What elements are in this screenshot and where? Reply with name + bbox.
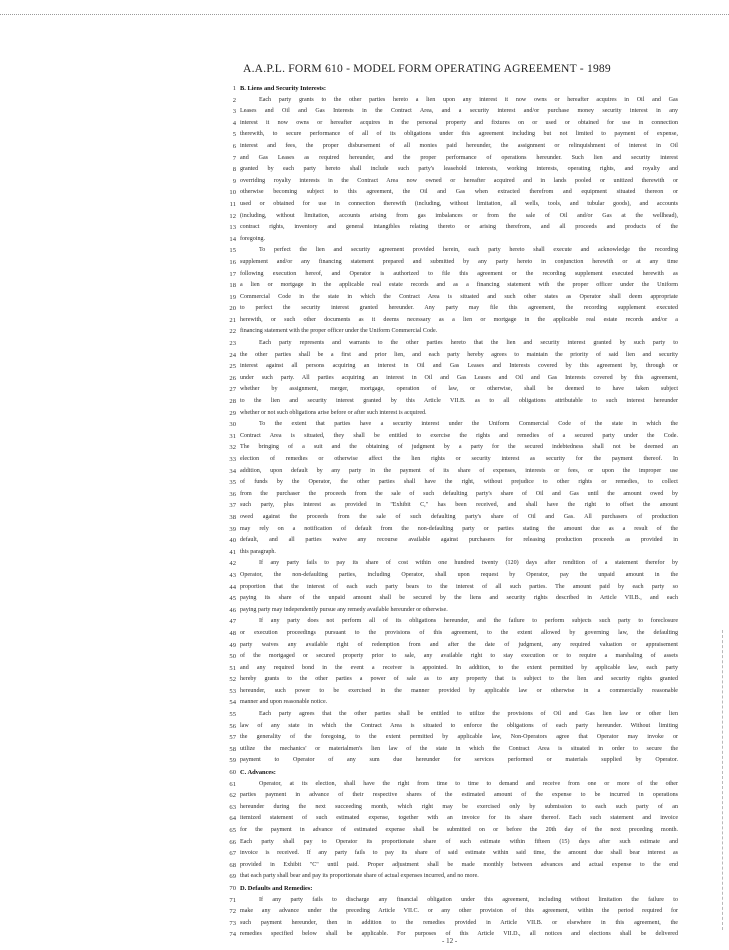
line-number: 40 <box>229 537 236 545</box>
line-number: 61 <box>229 780 236 788</box>
line-number: 28 <box>229 398 236 406</box>
line-text: If any party fails to pay its share of cost within one hundred twenty (120) days after rendition of a statement therefor by <box>259 560 678 567</box>
document-line <box>222 547 678 559</box>
line-text: invoice is received. If any party fails to pay its share of said estimate within said time, the amount due shall bear interest as <box>240 850 678 857</box>
line-text: that each party shall bear and pay its proportionate share of actual expenses incurred, and no more. <box>240 873 479 880</box>
document-line <box>222 95 678 107</box>
line-text: law of any state in which the Contract Area is situated to enforce the obligations of each party hereunder. Without limiting <box>240 722 678 729</box>
document-line <box>222 326 678 338</box>
document-line <box>222 512 678 524</box>
line-number: 36 <box>229 490 236 498</box>
document-line <box>222 848 678 860</box>
line-text: to the lien and security interest granted by this Article VII.B. as to all obligations attributable to such interest hereunder <box>240 398 678 405</box>
document-line <box>222 802 678 814</box>
line-text: the generality of the foregoing, to the extent permitted by applicable law, Non-Operators agree that Operator may invoke or <box>240 734 678 741</box>
document-line <box>222 918 678 930</box>
line-number: 19 <box>229 293 236 301</box>
document-line <box>222 315 678 327</box>
line-text: hereunder during the next succeeding month, which right may be exercised only by submission to each such party of an <box>240 803 678 810</box>
line-number: 31 <box>229 432 236 440</box>
line-text: To perfect the lien and security agreement provided herein, each party hereto shall execute and acknowledge the recording <box>259 247 678 254</box>
document-line <box>222 813 678 825</box>
document-line <box>222 570 678 582</box>
document-line <box>222 732 678 744</box>
line-number: 21 <box>229 316 236 324</box>
line-number: 34 <box>229 467 236 475</box>
line-number: 65 <box>229 827 236 834</box>
line-number: 54 <box>229 699 236 707</box>
line-number: 20 <box>229 305 236 313</box>
line-text: interest and fees, the proper disbursement of all monies paid hereunder, the assignment or relinquishment of interest in Oil <box>240 142 678 149</box>
document-line <box>222 755 678 767</box>
line-text: Commercial Code in the state in which the Contract Area is situated and such other states as Operator shall deem appropriate <box>240 293 678 300</box>
line-number: 74 <box>229 931 236 939</box>
document-line <box>222 697 678 709</box>
line-text: granted by each party hereto shall include such party's leasehold interests, working interests, operating rights, and royalty and <box>240 166 678 173</box>
line-text: manner and upon reasonable notice. <box>240 699 328 706</box>
line-number: 46 <box>229 606 236 614</box>
section-heading: D. Defaults and Remedies: <box>240 884 313 892</box>
line-text: or execution proceedings pursuant to the provisions of this agreement, to the extent allowed by governing law, the defaulting <box>240 629 678 636</box>
line-number: 30 <box>229 421 236 429</box>
line-text: following execution hereof, and Operator is authorized to file this agreement or the recording supplement executed herewith as <box>240 270 678 277</box>
line-text: Each party represents and warrants to the other parties hereto that the lien and security interest granted by such party to <box>259 340 678 347</box>
line-number: 63 <box>229 803 236 811</box>
line-number: 37 <box>229 502 236 510</box>
document-line <box>222 222 678 234</box>
document-line <box>222 361 678 373</box>
line-text: If any party fails to discharge any financial obligation under this agreement, including without limitation the failure to <box>259 896 678 903</box>
line-number: 11 <box>229 200 236 208</box>
line-number: 32 <box>229 444 236 452</box>
line-text: therewith, to secure performance of all of its obligations under this agreement including but not limited to payment of expense, <box>240 131 678 138</box>
line-text: (including, without limitation, accounts arising from gas imbalances or from the sale of Oil and/or Gas at the wellhead), <box>240 212 678 219</box>
line-text: from the purchaser the proceeds from the sale of such defaulting party's share of Oil and Gas until the amount owed by <box>240 490 678 497</box>
document-line <box>222 245 678 257</box>
line-number: 60 <box>229 769 236 777</box>
line-number: 67 <box>229 850 236 858</box>
line-text: Each party shall pay to Operator its proportionate share of such estimate within fifteen (15) days after such estimate and <box>240 838 678 845</box>
line-text: election of remedies or otherwise affect the lien rights or security interest as security for the payment thereof. In <box>240 456 678 462</box>
line-text: foregoing. <box>240 235 266 242</box>
line-number: 44 <box>229 583 236 591</box>
document-line <box>222 83 678 95</box>
document-line <box>222 106 678 118</box>
line-number: 48 <box>229 629 236 637</box>
document-line <box>222 280 678 292</box>
line-number: 10 <box>229 189 236 197</box>
document-line <box>222 628 678 640</box>
line-text: Contract Area is situated, they shall be entitled to exercise the rights and remedies of a secured party under the Code. <box>240 432 678 439</box>
line-number: 4 <box>232 119 236 127</box>
line-text: Operator, the non-defaulting parties, including Operator, shall upon request by Operator, pay the unpaid amount in the <box>240 571 678 578</box>
document-line <box>222 906 678 918</box>
document-line <box>222 234 678 246</box>
document-line <box>222 744 678 756</box>
document-line <box>222 292 678 304</box>
line-number: 2 <box>232 96 236 104</box>
page-title: A.A.P.L. FORM 610 - MODEL FORM OPERATING AGREEMENT - 1989 <box>243 62 611 75</box>
line-text: contract rights, inventory and general intangibles relating thereto or arising therefrom, and all proceeds and products of the <box>240 224 678 231</box>
document-line <box>222 303 678 315</box>
line-text: of funds by the Operator, the other parties shall have the right, without prejudice to other rights or remedies, to collect <box>240 479 678 486</box>
line-number: 53 <box>229 687 236 695</box>
line-number: 57 <box>229 734 236 742</box>
section-heading: B. Liens and Security Interests: <box>240 85 326 92</box>
document-body <box>222 83 678 941</box>
document-line <box>222 767 678 779</box>
line-text: whether by assignment, merger, mortgage, operation of law, or otherwise, shall be deemed to have taken subject <box>240 386 678 393</box>
document-line <box>222 779 678 791</box>
line-number: 7 <box>232 154 236 162</box>
line-text: paying party may independently pursue any remedy available hereunder or otherwise. <box>240 606 448 613</box>
line-number: 15 <box>229 247 236 255</box>
document-line <box>222 477 678 489</box>
line-number: 16 <box>229 258 236 266</box>
line-text: owed against the proceeds from the sale of such defaulting party's share of Oil and Gas. All purchasers of production <box>240 513 678 520</box>
document-line <box>222 129 678 141</box>
line-text: remedies specified below shall be applicable. For purposes of this Article VII.D., all notices and elections shall be delivered <box>240 931 678 938</box>
line-number: 71 <box>229 896 236 904</box>
line-text: the other parties shall be a first and prior lien, and each party hereby agrees to maintain the priority of said lien and security <box>240 351 678 358</box>
line-text: supplement and/or any financing statement prepared and submitted by any party hereto in conjunction herewith or at any time <box>240 258 678 265</box>
document-line <box>222 211 678 223</box>
document-line <box>222 164 678 176</box>
document-line <box>222 500 678 512</box>
line-number: 14 <box>229 235 236 243</box>
document-line <box>222 350 678 362</box>
line-number: 59 <box>229 757 236 765</box>
document-line <box>222 895 678 907</box>
page-number: - 12 - <box>442 937 458 945</box>
line-number: 72 <box>229 908 236 916</box>
document-line <box>222 199 678 211</box>
line-number: 64 <box>229 815 236 823</box>
document-line <box>222 466 678 478</box>
line-number: 70 <box>229 884 236 892</box>
line-text: Each party agrees that the other parties shall be entitled to utilize the provisions of Oil and Gas lien law or other lien <box>259 711 678 718</box>
line-text: such payment hereunder, then in addition to the remedies provided in Article VII.B. or elsewhere in this agreement, the <box>240 919 678 926</box>
document-line <box>222 871 678 883</box>
line-text: party waives any available right of redemption from and after the date of judgment, any required valuation or appraisement <box>240 641 678 648</box>
line-number: 56 <box>229 722 236 730</box>
line-text: of the mortgaged or secured property prior to sale, any available right to stay execution or to require a marshaling of assets <box>240 653 678 660</box>
line-text: may rely on a notification of default from the non-defaulting party or parties stating the amount due as a result of the <box>240 525 678 532</box>
line-number: 51 <box>229 664 236 672</box>
line-text: Each party grants to the other parties hereto a lien upon any interest it now owns or hereafter acquires in Oil and Gas <box>259 96 678 103</box>
line-text: provided in Exhibit "C" until paid. Proper adjustment shall be made monthly between advances and actual expense to the end <box>240 861 678 868</box>
line-number: 24 <box>229 351 236 359</box>
line-text: proportion that the interest of each such party bears to the interest of all such parties. The amount paid by each party so <box>240 583 678 590</box>
line-number: 58 <box>229 745 236 753</box>
line-number: 33 <box>229 456 236 463</box>
document-line <box>222 118 678 130</box>
line-text: a lien or mortgage in the applicable real estate records and as a financing statement with the proper officer under the Uniform <box>240 282 678 289</box>
line-text: under such party. All parties acquiring an interest in Oil and Gas Leases and Oil and Gas Interests covered by this agreement, <box>240 374 678 381</box>
document-line <box>222 825 678 837</box>
document-line <box>222 153 678 165</box>
document-line <box>222 431 678 443</box>
line-number: 42 <box>229 560 236 568</box>
document-line <box>222 489 678 501</box>
document-line <box>222 176 678 188</box>
document-line <box>222 408 678 420</box>
document-line <box>222 396 678 408</box>
line-number: 6 <box>232 142 236 150</box>
line-number: 43 <box>229 571 236 579</box>
document-line <box>222 605 678 617</box>
line-text: overriding royalty interests in the Contract Area now owned or hereafter acquired and in lands pooled or unitized therewith or <box>240 177 678 184</box>
line-number: 13 <box>229 224 236 232</box>
document-line <box>222 790 678 802</box>
scan-edge-top <box>0 14 729 15</box>
line-text: whether or not such obligations arise before or after such interest is acquired. <box>240 409 427 416</box>
document-line <box>222 454 678 466</box>
line-text: To the extent that parties have a security interest under the Uniform Commercial Code of the state in which the <box>259 421 678 428</box>
line-number: 52 <box>229 676 236 684</box>
document-line <box>222 640 678 652</box>
line-number: 3 <box>232 108 236 116</box>
line-text: make any advance under the preceding Article VII.C. or any other provision of this agreement, within the period required for <box>240 908 678 915</box>
line-text: used or obtained for use in connection therewith (including, without limitation, all wells, tools, and tubular goods), and accounts <box>240 200 678 207</box>
line-text: and Gas Leases as required hereunder, and the proper performance of operations hereunder. Such lien and security interest <box>240 154 678 161</box>
line-number: 50 <box>229 653 236 661</box>
line-text: otherwise becoming subject to this agreement, the Oil and Gas when extracted therefrom and equipment situated thereon or <box>240 189 678 196</box>
line-number: 35 <box>229 479 236 487</box>
document-line <box>222 269 678 281</box>
line-text: herewith, or such other documents as it deems necessary as a lien or mortgage in the applicable real estate records and/or a <box>240 316 678 323</box>
document-line <box>222 663 678 675</box>
document-line <box>222 257 678 269</box>
line-number: 45 <box>229 595 236 603</box>
line-number: 39 <box>229 525 236 533</box>
line-text: interest it now owns or hereafter acquires in the personal property and fixtures on or used or obtained for use in connection <box>240 119 678 126</box>
document-line <box>222 384 678 396</box>
line-number: 38 <box>229 513 236 521</box>
document-line <box>222 141 678 153</box>
line-number: 25 <box>229 363 236 371</box>
line-number: 5 <box>232 131 236 139</box>
document-line <box>222 860 678 872</box>
line-text: this paragraph. <box>240 548 276 555</box>
line-number: 47 <box>229 618 236 626</box>
document-line <box>222 535 678 547</box>
line-number: 66 <box>229 838 236 846</box>
line-text: paying its share of the unpaid amount shall be secured by the liens and security rights described in Article VII.B., and each <box>240 595 678 602</box>
document-line <box>222 558 678 570</box>
document-line <box>222 721 678 733</box>
line-text: for the payment in advance of estimated expense shall be submitted on or before the 20th day of the next preceding month. <box>240 827 678 833</box>
line-text: to perfect the security interest granted hereunder. Any party may file this agreement, the recording supplement executed <box>240 305 678 312</box>
line-number: 8 <box>232 166 236 174</box>
section-heading: C. Advances: <box>240 769 276 777</box>
document-line <box>222 593 678 605</box>
line-number: 73 <box>229 919 236 927</box>
line-number: 69 <box>229 873 236 881</box>
line-number: 18 <box>229 282 236 290</box>
line-number: 23 <box>229 340 236 348</box>
line-number: 17 <box>229 270 236 278</box>
line-text: Leases and Oil and Gas Interests in the Contract Area, and a security interest and/or purchase money security interest in any <box>240 108 678 115</box>
line-text: utilize the mechanics' or materialmen's lien law of the state in which the Contract Area is situated in order to secure the <box>240 745 678 752</box>
line-number: 29 <box>229 409 236 417</box>
line-text: Operator, at its election, shall have the right from time to time to demand and receive from one or more of the other <box>259 780 678 787</box>
line-number: 12 <box>229 212 236 220</box>
document-line <box>222 338 678 350</box>
line-number: 9 <box>232 177 236 185</box>
document-line <box>222 883 678 895</box>
line-number: 55 <box>229 711 236 719</box>
document-line <box>222 837 678 849</box>
line-text: parties payment in advance of their respective shares of the estimated amount of the expense to be incurred in operations <box>240 792 678 799</box>
line-text: payment to Operator of any sum due hereunder for services performed or materials supplied by Operator. <box>240 757 678 764</box>
line-text: default, and all parties waive any recourse available against purchasers for releasing production proceeds as provided in <box>240 537 678 544</box>
document-line <box>222 709 678 721</box>
line-number: 49 <box>229 641 236 649</box>
document-line <box>222 419 678 431</box>
document-line <box>222 582 678 594</box>
document-line <box>222 674 678 686</box>
line-text: itemized statement of such estimated expense, together with an invoice for its share thereof. Each such statement and invoice <box>240 815 678 822</box>
line-text: financing statement with the proper officer under the Uniform Commercial Code. <box>240 328 438 335</box>
line-number: 41 <box>229 548 236 556</box>
line-text: hereunder, such power to be exercised in the manner provided by applicable law or otherwise in a commercially reasonable <box>240 687 678 694</box>
document-line <box>222 187 678 199</box>
line-text: such party, plus interest as provided in "Exhibit C," has been received, and shall have the right to offset the amount <box>240 502 678 509</box>
line-number: 68 <box>229 861 236 869</box>
line-text: If any party does not perform all of its obligations hereunder, and the failure to perform subjects such party to foreclosure <box>259 618 678 625</box>
document-line <box>222 373 678 385</box>
document-line <box>222 616 678 628</box>
line-text: hereby grants to the other parties a power of sale as to any property that is subject to the lien and security rights granted <box>240 676 678 683</box>
line-number: 62 <box>229 792 236 800</box>
line-number: 27 <box>229 386 236 394</box>
line-number: 26 <box>229 374 236 382</box>
line-number: 1 <box>232 85 236 92</box>
document-line <box>222 524 678 536</box>
line-text: interest against all persons acquiring an interest in Oil and Gas Leases and Interests covered by this agreement by, through or <box>240 363 678 370</box>
line-text: addition, upon default by any party in the payment of its share of expenses, interests or fees, or upon the improper use <box>240 467 678 474</box>
line-text: and any required bond in the event a receiver is appointed. In addition, to the extent permitted by applicable law, each party <box>240 664 678 671</box>
line-text: The bringing of a suit and the obtaining of judgment by a party for the secured indebtedness shall not be deemed an <box>240 444 678 451</box>
document-line <box>222 651 678 663</box>
line-number: 22 <box>229 328 236 336</box>
document-line <box>222 686 678 698</box>
scan-edge-right <box>722 630 723 930</box>
document-line <box>222 442 678 454</box>
